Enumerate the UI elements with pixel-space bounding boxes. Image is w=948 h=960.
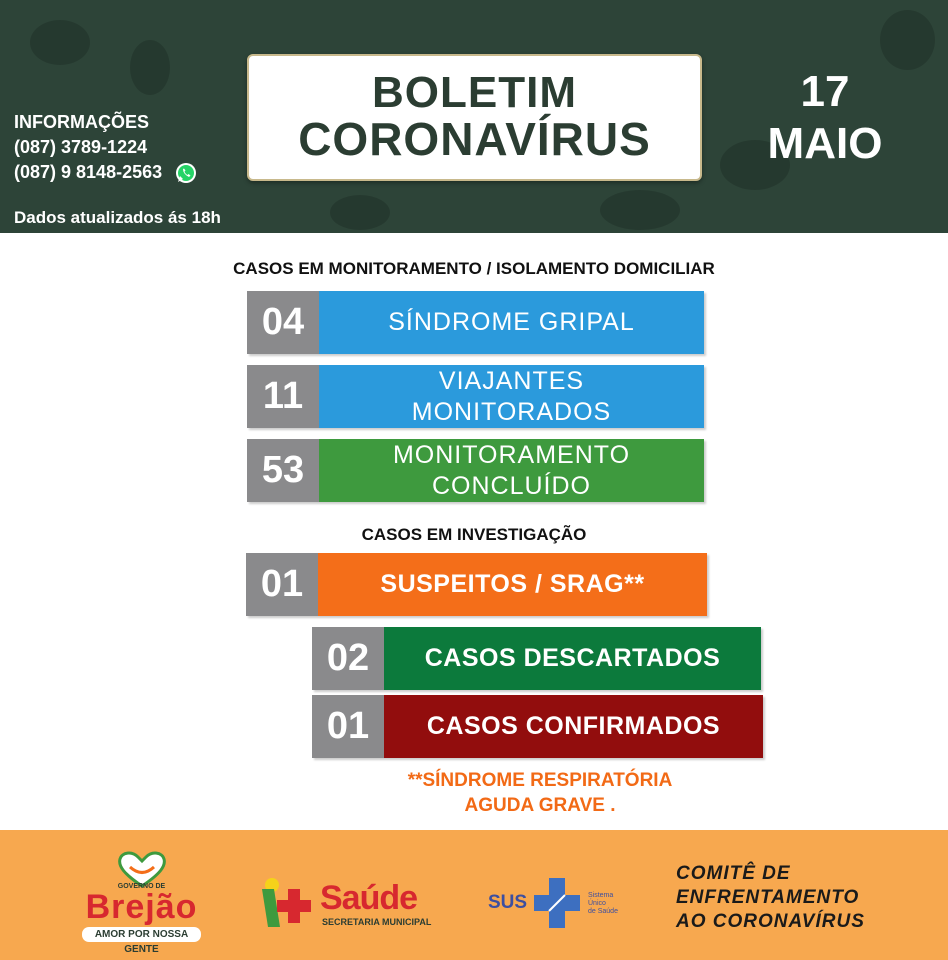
stat-label: CASOS CONFIRMADOS <box>384 695 763 758</box>
date-month: MAIO <box>767 119 883 168</box>
brejao-government-label: GOVERNO DE <box>117 883 166 890</box>
committee-line-2: ENFRENTAMENTO <box>676 887 860 908</box>
stat-label <box>319 365 704 428</box>
bulletin-date <box>750 66 900 170</box>
footnote-line-2: AGUDA GRAVE . <box>464 795 616 816</box>
stat-label-line-1: MONITORAMENTO <box>392 440 631 469</box>
background-blob <box>30 20 90 65</box>
phone-row-2 <box>14 160 198 185</box>
monitoring-section-label: CASOS EM MONITORAMENTO / ISOLAMENTO DOMICILIAR <box>233 259 715 278</box>
committee-line-1: COMITÊ DE <box>676 863 791 884</box>
sus-cross-icon <box>532 876 582 930</box>
phone-number-2: (087) 9 8148-2563 <box>14 162 163 182</box>
investigation-section-label: CASOS EM INVESTIGAÇÃO <box>361 525 587 544</box>
saude-name: Saúde <box>320 879 418 917</box>
brejao-tagline: AMOR POR NOSSA GENTE <box>82 927 201 942</box>
stat-label <box>319 291 704 354</box>
stat-number: 53 <box>247 439 319 502</box>
sus-subtitle-line-3: de Saúde <box>588 908 618 915</box>
stat-row-sindrome-gripal <box>247 291 704 354</box>
stat-label <box>319 439 704 502</box>
background-blob <box>600 190 680 230</box>
saude-logo <box>258 875 443 931</box>
sus-logo <box>488 876 638 930</box>
background-blob <box>130 40 170 95</box>
committee-line-3: AO CORONAVÍRUS <box>676 911 865 932</box>
contact-info <box>14 110 198 185</box>
committee-name <box>676 862 916 934</box>
update-time: Dados atualizados ás 18h <box>14 208 221 227</box>
background-blob <box>880 10 935 70</box>
bulletin-title-box <box>247 54 702 181</box>
whatsapp-icon <box>174 161 198 185</box>
phone-row-1 <box>14 135 198 160</box>
srag-footnote <box>370 768 710 818</box>
phone-number-1: (087) 3789-1224 <box>14 137 148 157</box>
brejao-name: Brejão <box>85 888 198 926</box>
sus-subtitle-line-2: Único <box>588 900 606 907</box>
stat-label: SUSPEITOS / SRAG** <box>318 553 707 616</box>
stat-row-viajantes-monitorados <box>247 365 704 428</box>
stat-label-line-1: VIAJANTES <box>438 366 585 395</box>
stat-number: 01 <box>246 553 318 616</box>
title-line-1: BOLETIM <box>372 68 577 117</box>
stat-row-monitoramento-concluido <box>247 439 704 502</box>
health-cross-icon <box>258 875 322 931</box>
date-day: 17 <box>800 67 850 116</box>
saude-subtitle: SECRETARIA MUNICIPAL <box>322 917 432 927</box>
info-title: INFORMAÇÕES <box>14 112 149 132</box>
stat-row-casos-confirmados <box>312 695 763 758</box>
stat-number: 01 <box>312 695 384 758</box>
stat-row-suspeitos <box>246 553 707 616</box>
stat-label: CASOS DESCARTADOS <box>384 627 761 690</box>
stat-number: 04 <box>247 291 319 354</box>
header-banner <box>0 0 948 233</box>
stat-number: 02 <box>312 627 384 690</box>
sus-name: SUS <box>488 892 528 913</box>
title-line-2: CORONAVÍRUS <box>298 113 651 165</box>
footer-bar <box>0 830 948 960</box>
stat-label-line-1: SÍNDROME GRIPAL <box>388 308 635 336</box>
stat-row-casos-descartados <box>312 627 761 690</box>
sus-subtitle-line-1: Sistema <box>588 892 614 899</box>
stat-label-line-2: CONCLUÍDO <box>431 471 591 500</box>
stat-number: 11 <box>247 365 319 428</box>
footnote-line-1: **SÍNDROME RESPIRATÓRIA <box>407 770 673 791</box>
stat-label-line-2: MONITORADOS <box>411 397 612 426</box>
brejao-logo <box>74 850 209 955</box>
sus-subtitle <box>588 892 618 916</box>
background-blob <box>330 195 390 230</box>
